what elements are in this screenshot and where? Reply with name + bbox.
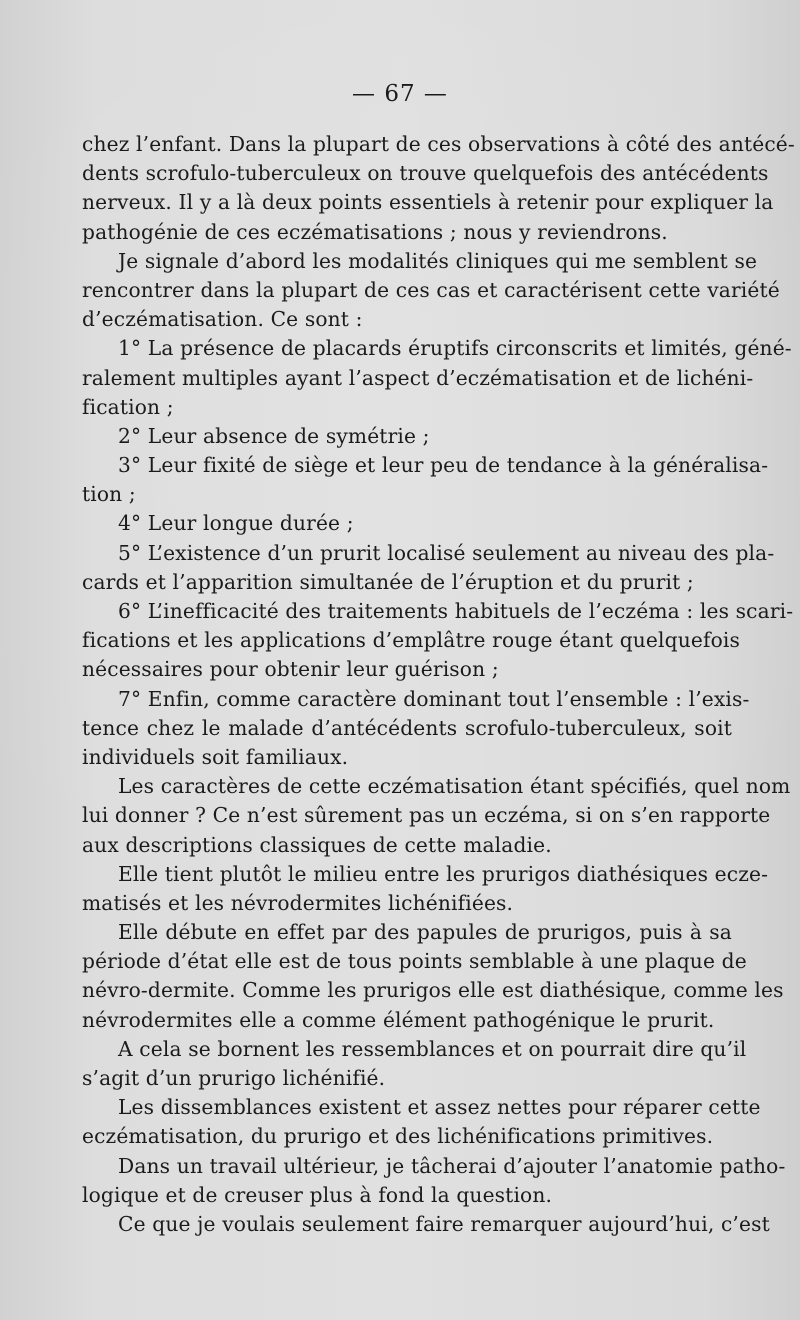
text-line: s’agit d’un prurigo lichénifié. <box>82 1066 386 1090</box>
text-line: lui donner ? Ce n’est sûrement pas un eczéma, si on s’en rapporte <box>82 803 771 828</box>
text-line: 1° La présence de placards éruptifs circonscrits et limités, géné- <box>118 336 792 361</box>
text-line: eczématisation, du prurigo et des lichénifications primitives. <box>82 1124 714 1149</box>
text-line: nécessaires pour obtenir leur guérison ; <box>82 657 499 682</box>
text-line: névro-dermite. Comme les prurigos elle est diathésique, comme les <box>82 978 784 1003</box>
text-line: matisés et les névrodermites lichénifiées. <box>82 890 514 915</box>
text-line: 6° L’inefficacité des traitements habituels de l’eczéma : les scari- <box>118 599 794 623</box>
text-line: névrodermites elle a comme élément pathogénique le prurit. <box>82 1007 715 1032</box>
page-number: — 67 — <box>352 81 448 107</box>
text-line: aux descriptions classiques de cette maladie. <box>82 832 552 857</box>
text-line: logique et de creuser plus à fond la question. <box>82 1182 553 1207</box>
text-line: d’eczématisation. Ce sont : <box>82 307 363 332</box>
text-line: Les caractères de cette eczématisation étant spécifiés, quel nom <box>118 774 791 799</box>
text-line: Elle tient plutôt le milieu entre les prurigos diathésiques ecze- <box>118 861 769 886</box>
text-line: 7° Enfin, comme caractère dominant tout l’ensemble : l’exis- <box>118 686 750 711</box>
text-line: Je signale d’abord les modalités cliniques qui me semblent se <box>118 248 758 273</box>
text-line: 5° L’existence d’un prurit localisé seulement au niveau des pla- <box>118 540 775 565</box>
text-line: individuels soit familiaux. <box>82 744 349 769</box>
text-line: Les dissemblances existent et assez nettes pour réparer cette <box>118 1095 761 1120</box>
text-line: 2° Leur absence de symétrie ; <box>118 423 430 448</box>
text-line: dents scrofulo-tuberculeux on trouve quelquefois des antécédents <box>82 161 769 186</box>
text-line: Ce que je voulais seulement faire remarquer aujourd’hui, c’est <box>118 1211 770 1236</box>
text-line: cards et l’apparition simultanée de l’éruption et du prurit ; <box>82 569 694 594</box>
text-line: période d’état elle est de tous points semblable à une plaque de <box>82 949 747 974</box>
text-line: 4° Leur longue durée ; <box>118 511 354 536</box>
text-line: A cela se bornent les ressemblances et on pourrait dire qu’il <box>118 1036 747 1061</box>
text-line: chez l’enfant. Dans la plupart de ces observations à côté des antécé- <box>82 132 795 156</box>
text-line: tion ; <box>82 482 136 507</box>
text-line: fications et les applications d’emplâtre rouge étant quelquefois <box>82 628 740 653</box>
text-line: ralement multiples ayant l’aspect d’eczématisation et de lichéni- <box>82 365 754 390</box>
text-line: nerveux. Il y a là deux points essentiels à retenir pour expliquer la <box>82 190 774 215</box>
body-text <box>82 130 795 1239</box>
text-line: tence chez le malade d’antécédents scrofulo-tuberculeux, soit <box>82 715 732 740</box>
text-line: 3° Leur fixité de siège et leur peu de tendance à la généralisa- <box>118 453 769 478</box>
text-line: pathogénie de ces eczématisations ; nous y reviendrons. <box>82 219 668 244</box>
text-line: fication ; <box>82 394 174 419</box>
text-line: Dans un travail ultérieur, je tâcherai d’ajouter l’anatomie patho- <box>118 1153 786 1178</box>
text-line: rencontrer dans la plupart de ces cas et caractérisent cette variété <box>82 277 780 302</box>
text-line: Elle débute en effet par des papules de prurigos, puis à sa <box>118 920 732 945</box>
